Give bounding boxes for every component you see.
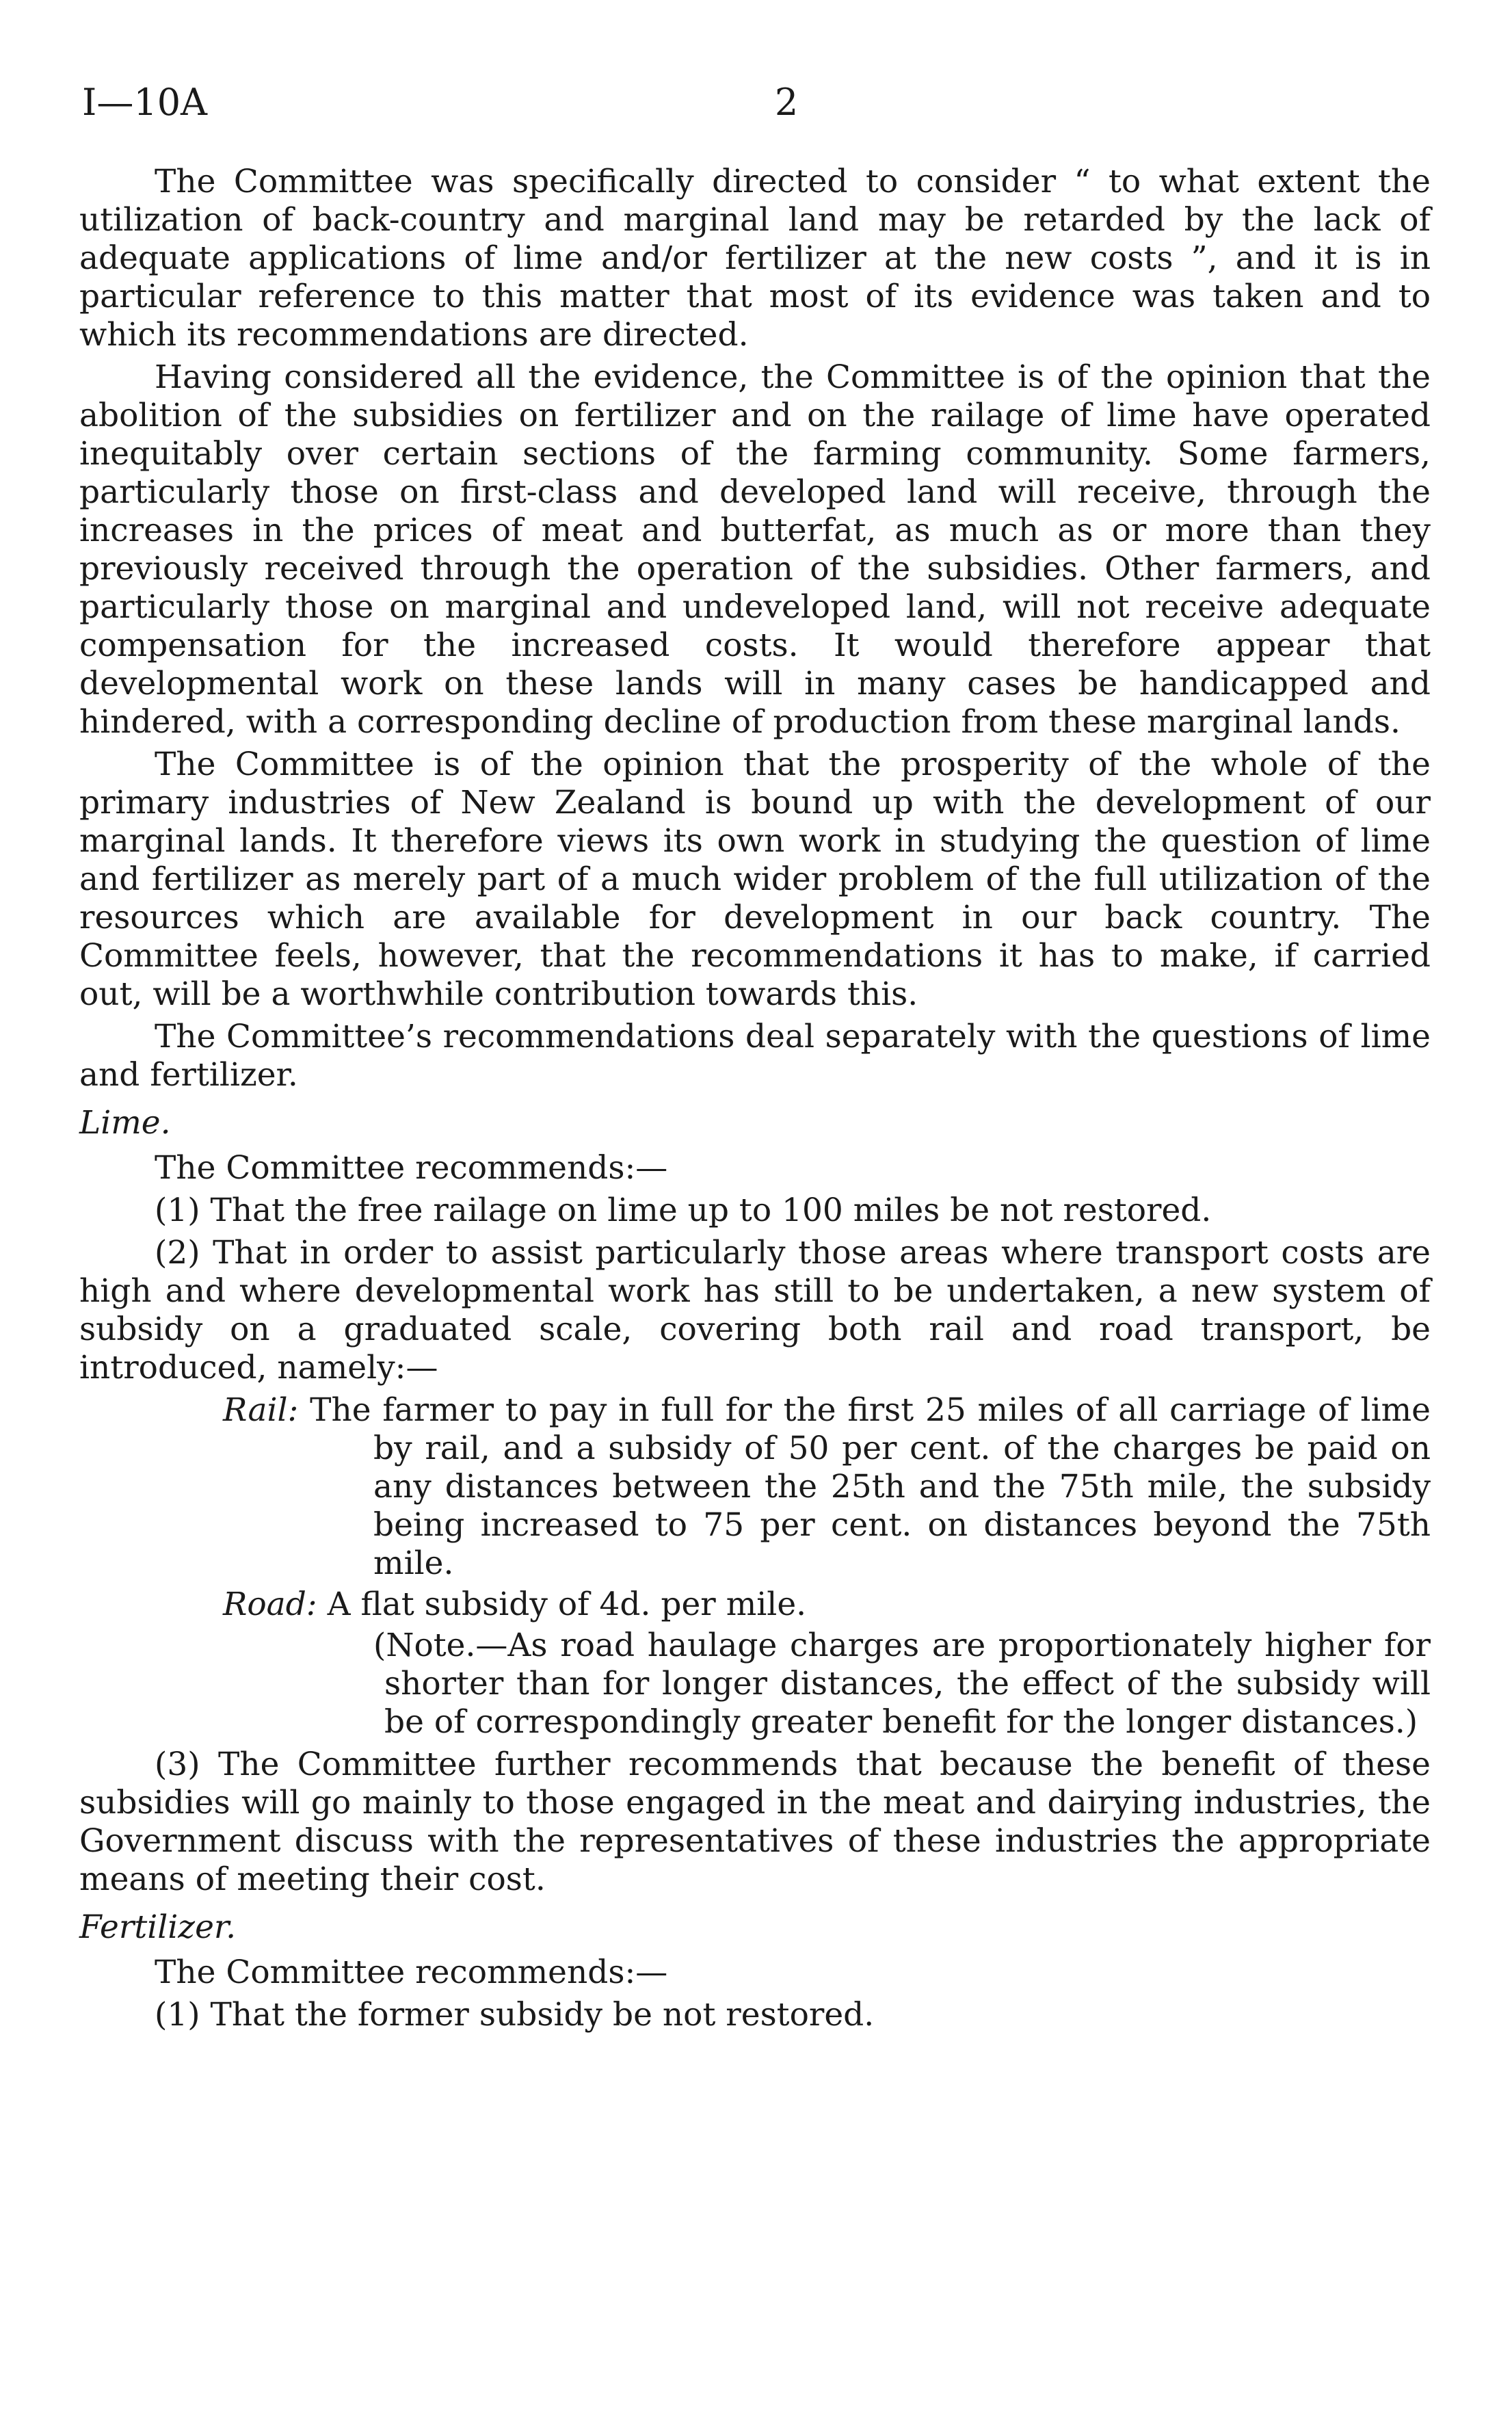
fertilizer-item-1: (1) That the former subsidy be not restored.: [155, 1996, 875, 2034]
rail-text: The farmer to pay in full for the first 25 miles of all carriage of lime by rail, and a subsidy of 50 per cent. of the charges be paid on any distances between the 25th and the 75th mile, the subsidy being increased to 75 per cent. on distances beyond the 75th mile.: [310, 1391, 1431, 1582]
lime-item-2: (2) That in order to assist particularly those areas where transport costs are high and where developmental work has still to be undertaken, a new system of subsidy on a graduated scale, covering both rail and road transport, be introduced, namely:—: [79, 1234, 1431, 1387]
paragraph-2: Having considered all the evidence, the Committee is of the opinion that the abolition of the subsidies on fertilizer and on the railage of lime have operated inequitably over certain sections of the farming community. Some farmers, particularly those on first-class and developed land will receive, through the increases in the prices of meat and butterfat, as much as or more than they previously received through the operation of the subsidies. Other farmers, and particularly those on marginal and undeveloped land, will not receive adequate compensation for the increased costs. It would therefore appear that developmental work on these lands will in many cases be handicapped and hindered, with a corresponding decline of production from these marginal lands.: [79, 358, 1431, 741]
rail-label: Rail:: [223, 1391, 299, 1429]
road-text: A flat subsidy of 4d. per mile.: [327, 1586, 807, 1623]
lime-item-1: (1) That the free railage on lime up to 100 miles be not restored.: [155, 1192, 1212, 1229]
paragraph-3: The Committee is of the opinion that the prosperity of the whole of the primary industries of New Zealand is bound up with the development of our marginal lands. It therefore views its own work in studying the question of lime and fertilizer as merely part of a much wider problem of the full utilization of the resources which are available for development in our back country. The Committee feels, however, that the recommendations it has to make, if carried out, will be a worthwhile contribution towards this.: [79, 746, 1431, 1013]
lime-intro: The Committee recommends:—: [155, 1149, 668, 1187]
road-subsidy: [223, 1586, 1431, 1624]
paragraph-1: The Committee was specifically directed to consider “ to what extent the utilization of back-country and marginal land may be retarded by the lack of adequate applications of lime and/or fertilizer at the new costs ”, and it is in particular reference to this matter that most of its evidence was taken and to which its recommendations are directed.: [79, 163, 1431, 354]
lime-heading: Lime.: [79, 1104, 171, 1142]
fertilizer-intro: The Committee recommends:—: [155, 1954, 668, 1991]
page-header: [82, 81, 799, 135]
road-label: Road:: [223, 1586, 317, 1623]
page-number: 2: [774, 81, 799, 124]
subsidy-details: [223, 1391, 1431, 1742]
fertilizer-heading: Fertilizer.: [79, 1908, 237, 1946]
lime-item-3: (3) The Committee further recommends that because the benefit of these subsidies will go mainly to those engaged in the meat and dairying industries, the Government discuss with the representatives of these industries the appropriate means of meeting their cost.: [79, 1746, 1431, 1898]
paragraph-4: The Committee’s recommendations deal separately with the questions of lime and fertilizer.: [79, 1018, 1431, 1094]
rail-subsidy: [223, 1391, 1431, 1583]
road-note: (Note.—As road haulage charges are proportionately higher for shorter than for longer distances, the effect of the subsidy will be of correspondingly greater benefit for the longer distances.): [373, 1627, 1431, 1741]
document-body: [79, 163, 1431, 2038]
document-reference: I—10A: [82, 81, 208, 124]
